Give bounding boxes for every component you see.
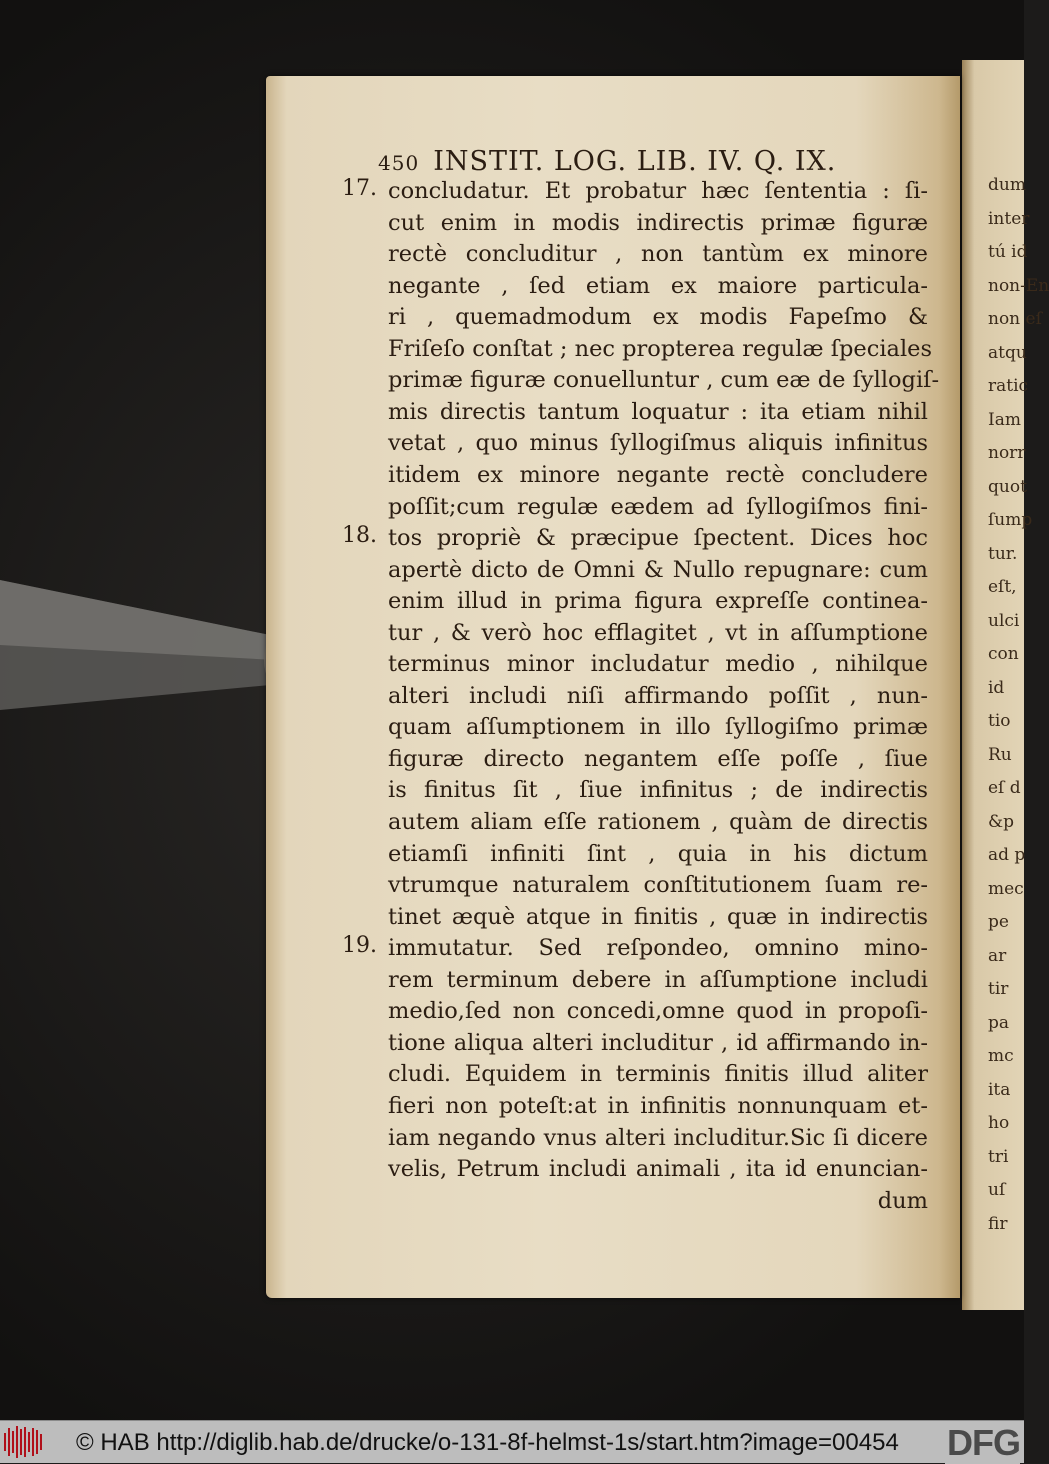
hab-logo-icon <box>4 1426 48 1458</box>
text-line: enim illud in prima figura expreſſe continea- <box>388 588 928 615</box>
footer-bar <box>0 1420 1024 1463</box>
facing-page-fragment: ar <box>988 945 1007 966</box>
text-line: poſſit;cum regulæ eædem ad ſyllogiſmos fini- <box>388 493 928 520</box>
facing-page-fragment: ita <box>988 1079 1011 1100</box>
page-holder-clip <box>0 575 300 715</box>
margin-number: 19. <box>342 933 377 959</box>
text-line: rem terminum debere in aſſumptione includi <box>388 966 928 993</box>
text-line: tinet æquè atque in finitis , quæ in indirectis <box>388 903 928 930</box>
text-line: rectè concluditur , non tantùm ex minore <box>388 241 928 268</box>
facing-page-fragment: quot <box>988 476 1027 497</box>
facing-page-fragment: mc <box>988 1046 1014 1066</box>
text-line: primæ figuræ conuelluntur , cum eæ de ſyllogiſ- <box>388 367 940 394</box>
text-line: figuræ directo negantem eſſe poſſe , ſiue <box>388 745 928 772</box>
text-line: Friſeſo conſtat ; nec propterea regulæ ſpeciales <box>388 335 933 362</box>
facing-page-fragment: atqu <box>988 342 1027 363</box>
page-number: 450 <box>378 151 420 175</box>
facing-page-fragment: tur. <box>988 543 1018 564</box>
text-line: concludatur. Et probatur hæc ſententia : ſi- <box>388 178 928 204</box>
text-line: terminus minor includatur medio , nihilque <box>388 651 928 678</box>
facing-page-fragment: ulci <box>988 610 1020 631</box>
dfg-logo: DFG <box>947 1422 1020 1463</box>
text-line: etiamſi infiniti ſint , quia in his dictum <box>388 840 928 867</box>
text-line: medio,ſed non concedi,omne quod in propoſi- <box>388 998 928 1025</box>
facing-page-fragment: inter <box>988 208 1030 229</box>
facing-page-fragment: eſ d <box>988 778 1021 798</box>
facing-page-fragment: non eſ <box>988 309 1042 329</box>
facing-page-fragment: ho <box>988 1113 1010 1133</box>
facing-page-fragment: pa <box>988 1012 1010 1033</box>
text-line: immutatur. Sed reſpondeo, omnino mino- <box>388 935 928 962</box>
facing-page-fragment: fir <box>988 1213 1008 1234</box>
text-line: negante , ſed etiam ex maiore particula- <box>388 272 928 299</box>
text-line: itidem ex minore negante rectè concludere <box>388 461 928 488</box>
facing-page-fragment: uſ <box>988 1180 1006 1200</box>
text-line: tur , & verò hoc efflagitet , vt in aſſumptione <box>388 619 928 646</box>
text-line: cut enim in modis indirectis primæ figuræ <box>388 209 928 236</box>
facing-page-fragment: ſump <box>988 510 1033 530</box>
running-head <box>378 146 836 177</box>
running-head-title: INSTIT. LOG. LIB. IV. Q. IX. <box>433 146 837 177</box>
facing-page-fragment: &p <box>988 811 1015 832</box>
catchword: dum <box>877 1187 928 1214</box>
facing-page-fragment: eſt, <box>988 577 1017 597</box>
facing-page-fragment: norr <box>988 443 1026 463</box>
facing-page-fragment: id <box>988 677 1005 698</box>
facing-page <box>962 60 1049 1310</box>
text-line: mis directis tantum loquatur : ita etiam nihil <box>388 398 928 425</box>
text-line: tos propriè & præcipue ſpectent. Dices hoc <box>388 525 928 552</box>
facing-page-fragment: tú id <box>988 242 1028 262</box>
facing-page-fragment: Iam <box>988 409 1021 430</box>
facing-page-fragment: tio <box>988 711 1011 731</box>
text-line: vtrumque naturalem conſtitutionem ſuam re- <box>388 872 928 899</box>
text-line: quam aſſumptionem in illo ſyllogiſmo primæ <box>388 714 928 741</box>
facing-page-fragment: pe <box>988 912 1009 932</box>
text-line: iam negando vnus alteri includitur.Sic ſi dicere <box>388 1124 928 1151</box>
facing-page-fragment: con <box>988 644 1019 664</box>
text-line: is finitus ſit , ſiue infinitus ; de indirectis <box>388 777 928 804</box>
text-line: autem aliam eſſe rationem , quàm de directis <box>388 809 928 835</box>
footer-url[interactable]: © HAB http://diglib.hab.de/drucke/o-131-8f-helmst-1s/start.htm?image=00454 <box>76 1429 899 1456</box>
facing-page-fragment: dum <box>988 175 1026 195</box>
margin-number: 18. <box>342 523 377 549</box>
facing-page-fragment: tir <box>988 979 1009 999</box>
text-line: alteri includi niſi affirmando poſſit , nun- <box>388 682 928 709</box>
facing-page-fragment: non-En <box>988 275 1049 296</box>
text-line: apertè dicto de Omni & Nullo repugnare: cum <box>388 556 928 583</box>
facing-page-fragment: tri <box>988 1146 1009 1167</box>
text-line: vetat , quo minus ſyllogiſmus aliquis infinitus <box>388 430 928 457</box>
text-line: ri , quemadmodum ex modis Fapeſmo & <box>388 304 928 331</box>
facing-page-fragment: ratic <box>988 376 1029 396</box>
margin-number: 17. <box>342 176 377 201</box>
text-line: velis, Petrum includi animali , ita id enuncian- <box>388 1156 928 1183</box>
facing-page-fragment: mec <box>988 878 1024 899</box>
text-line: tione aliqua alteri includitur , id affirmando in- <box>388 1029 928 1056</box>
text-line: cludi. Equidem in terminis finitis illud aliter <box>388 1061 928 1088</box>
facing-page-fragment: ad p <box>988 845 1026 865</box>
text-line: fieri non poteſt:at in infinitis nonnunquam et- <box>388 1092 928 1119</box>
facing-page-fragment: Ru <box>988 744 1012 765</box>
